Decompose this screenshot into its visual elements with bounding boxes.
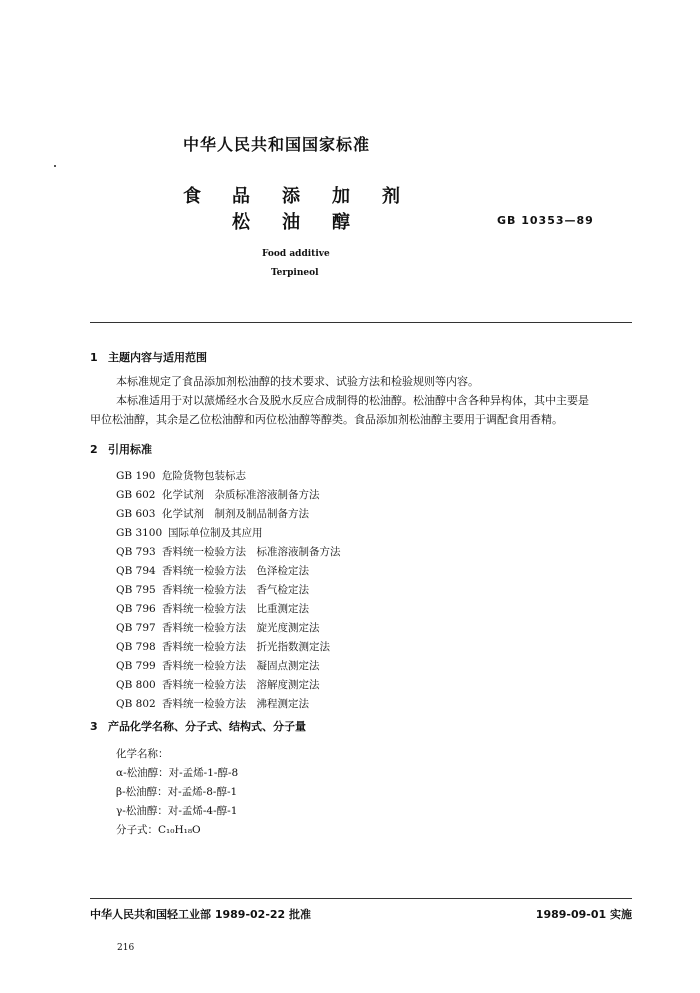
standard-title: 香料统一检验方法 香气检定法: [162, 584, 309, 596]
gamma-terpineol-name: γ-松油醇：对-孟烯-4-醇-1: [116, 805, 238, 817]
standard-code: GB 3100: [116, 527, 163, 539]
english-title-2: Terpineol: [271, 268, 319, 278]
title-char: 食: [183, 186, 201, 207]
standard-title: 香料统一检验方法 沸程测定法: [162, 698, 309, 710]
title-char: 品: [232, 186, 250, 207]
standard-title: 化学试剂 制剂及制品制备方法: [162, 508, 309, 520]
standard-title: 香料统一检验方法 比重测定法: [162, 603, 309, 615]
title-char: 醇: [332, 212, 350, 233]
header-divider: [90, 322, 632, 323]
standard-code: QB 793: [116, 546, 156, 558]
referenced-standards-list: [116, 467, 341, 714]
section-title: 产品化学名称、分子式、结构式、分子量: [108, 720, 306, 733]
implementation-date: 1989-09-01 实施: [535, 908, 632, 921]
title-char: 加: [332, 186, 350, 207]
section-1-para-2: 本标准适用于对以蒎烯经水合及脱水反应合成制得的松油醇。松油醇中含各种异构体，其中主要是: [116, 394, 589, 407]
standard-code: QB 802: [116, 698, 156, 710]
list-item: [116, 486, 341, 505]
section-1-heading: [90, 349, 207, 365]
list-item: [116, 600, 341, 619]
standard-code: QB 794: [116, 565, 156, 577]
section-title: 主题内容与适用范围: [108, 351, 207, 364]
scan-speck: [54, 165, 56, 167]
alpha-terpineol-name: α-松油醇：对-孟烯-1-醇-8: [116, 767, 239, 779]
list-item: [116, 543, 341, 562]
gb-code: GB 10353—89: [497, 214, 594, 227]
list-item: [116, 638, 341, 657]
section-1-para-1: 本标准规定了食品添加剂松油醇的技术要求、试验方法和检验规则等内容。: [116, 375, 479, 388]
standard-code: GB 603: [116, 508, 156, 520]
section-1-para-3: 甲位松油醇，其余是乙位松油醇和丙位松油醇等醇类。食品添加剂松油醇主要用于调配食用香精。: [90, 413, 563, 426]
section-number: 2: [90, 443, 98, 456]
chemical-name-label: 化学名称：: [116, 748, 169, 760]
chemical-names-block: [116, 745, 238, 840]
english-title-1: Food additive: [262, 249, 330, 259]
standard-code: GB 190: [116, 470, 156, 482]
section-number: 1: [90, 351, 98, 364]
standard-title: 香料统一检验方法 标准溶液制备方法: [162, 546, 341, 558]
section-number: 3: [90, 720, 98, 733]
standard-title: 国际单位制及其应用: [168, 527, 263, 539]
standard-title: 香料统一检验方法 折光指数测定法: [162, 641, 330, 653]
standard-title: 化学试剂 杂质标准溶液制备方法: [162, 489, 320, 501]
approval-line: 中华人民共和国轻工业部 1989-02-22 批准: [90, 908, 312, 921]
list-item: [116, 581, 341, 600]
molecular-formula: 分子式：C₁₀H₁₈O: [116, 824, 201, 836]
section-title: 引用标准: [108, 443, 152, 456]
standard-code: QB 796: [116, 603, 156, 615]
national-standard-heading: 中华人民共和国国家标准: [183, 135, 371, 154]
standard-title: 香料统一检验方法 溶解度测定法: [162, 679, 320, 691]
list-item: [116, 467, 341, 486]
standard-code: QB 798: [116, 641, 156, 653]
title-char: 松: [232, 212, 250, 233]
title-char: 油: [282, 212, 300, 233]
page-number: 216: [117, 943, 135, 953]
section-3-heading: [90, 718, 306, 734]
list-item: [116, 657, 341, 676]
standard-code: QB 795: [116, 584, 156, 596]
list-item: [116, 505, 341, 524]
title-char: 剂: [382, 186, 400, 207]
standard-code: GB 602: [116, 489, 156, 501]
standard-title: 香料统一检验方法 旋光度测定法: [162, 622, 320, 634]
list-item: [116, 676, 341, 695]
footer-divider: [90, 898, 632, 899]
section-2-heading: [90, 441, 152, 457]
standard-title: 危险货物包装标志: [162, 470, 246, 482]
beta-terpineol-name: β-松油醇：对-孟烯-8-醇-1: [116, 786, 238, 798]
list-item: [116, 524, 341, 543]
standard-title: 香料统一检验方法 色泽检定法: [162, 565, 309, 577]
standard-title: 香料统一检验方法 凝固点测定法: [162, 660, 320, 672]
list-item: [116, 619, 341, 638]
title-char: 添: [282, 186, 300, 207]
list-item: [116, 562, 341, 581]
standard-code: QB 797: [116, 622, 156, 634]
standard-code: QB 799: [116, 660, 156, 672]
standard-code: QB 800: [116, 679, 156, 691]
list-item: [116, 695, 341, 714]
